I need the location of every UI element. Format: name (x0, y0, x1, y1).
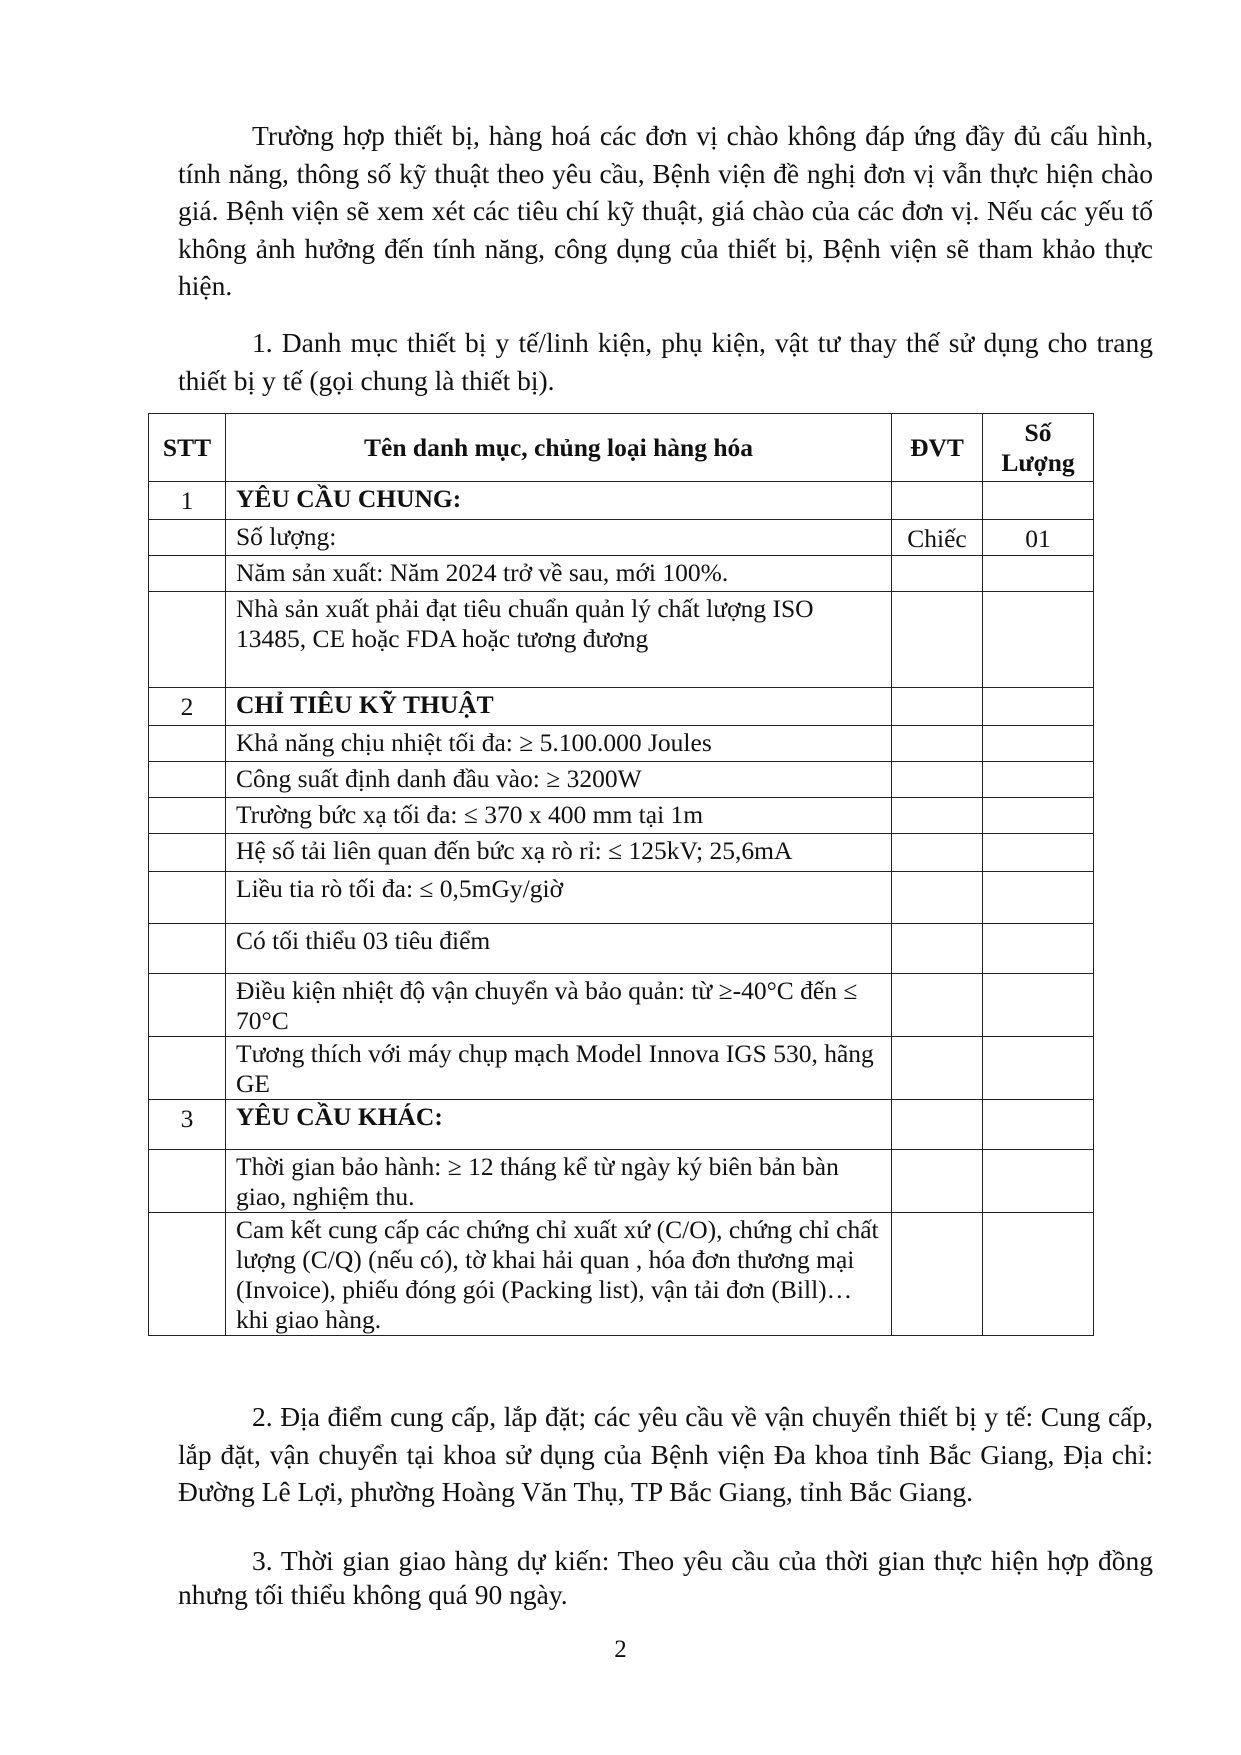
table-row (149, 1037, 1094, 1100)
row-quantity (983, 482, 1094, 520)
row-description: YÊU CẦU CHUNG: (226, 482, 892, 520)
row-unit (892, 556, 983, 592)
row-stt: 1 (149, 482, 226, 520)
row-unit (892, 834, 983, 872)
table-row (149, 798, 1094, 834)
row-description: Tương thích với máy chụp mạch Model Innova IGS 530, hãng GE (226, 1037, 892, 1100)
row-stt (149, 1037, 226, 1100)
header-qty-line1: Số (1024, 417, 1052, 447)
row-stt: 3 (149, 1100, 226, 1150)
table-row (149, 592, 1094, 688)
row-unit (892, 762, 983, 798)
row-quantity (983, 592, 1094, 688)
row-stt (149, 726, 226, 762)
table-section-row (149, 482, 1094, 520)
row-description: Trường bức xạ tối đa: ≤ 370 x 400 mm tại 1m (226, 798, 892, 834)
row-stt (149, 520, 226, 556)
row-quantity (983, 834, 1094, 872)
table-header-row (149, 414, 1094, 482)
row-quantity (983, 762, 1094, 798)
row-description: Cam kết cung cấp các chứng chỉ xuất xứ (C/O), chứng chỉ chất lượng (C/Q) (nếu có), tờ khai hải quan , hóa đơn thương mại (Invoice), phiếu đóng gói (Packing list), vận tải đơn (Bill)… khi giao hàng. (226, 1213, 892, 1336)
row-description: Thời gian bảo hành: ≥ 12 tháng kể từ ngày ký biên bản bàn giao, nghiệm thu. (226, 1150, 892, 1213)
table-row (149, 834, 1094, 872)
row-description: Nhà sản xuất phải đạt tiêu chuẩn quản lý chất lượng ISO 13485, CE hoặc FDA hoặc tương đương (226, 592, 892, 688)
table-section-row (149, 1100, 1094, 1150)
table-row (149, 556, 1094, 592)
header-name: Tên danh mục, chủng loại hàng hóa (226, 414, 892, 482)
equipment-spec-table (148, 413, 1094, 1336)
row-quantity (983, 872, 1094, 924)
table-section-row (149, 688, 1094, 726)
row-unit (892, 482, 983, 520)
row-unit (892, 592, 983, 688)
row-quantity (983, 1100, 1094, 1150)
intro-paragraph: Trường hợp thiết bị, hàng hoá các đơn vị chào không đáp ứng đầy đủ cấu hình, tính năng, thông số kỹ thuật theo yêu cầu, Bệnh viện đề nghị đơn vị vẫn thực hiện chào giá. Bệnh viện sẽ xem xét các tiêu chí kỹ thuật, giá chào của các đơn vị. Nếu các yếu tố không ảnh hưởng đến tính năng, công dụng của thiết bị, Bệnh viện sẽ tham khảo thực hiện. (178, 120, 1153, 301)
row-quantity (983, 924, 1094, 974)
header-unit: ĐVT (892, 414, 983, 482)
row-quantity (983, 1213, 1094, 1336)
row-quantity (983, 556, 1094, 592)
row-description: YÊU CẦU KHÁC: (226, 1100, 892, 1150)
row-description: Khả năng chịu nhiệt tối đa: ≥ 5.100.000 Joules (226, 726, 892, 762)
row-description: Có tối thiểu 03 tiêu điểm (226, 924, 892, 974)
row-stt (149, 798, 226, 834)
row-quantity (983, 798, 1094, 834)
table-row (149, 924, 1094, 974)
row-description: CHỈ TIÊU KỸ THUẬT (226, 688, 892, 726)
item3-paragraph: 3. Thời gian giao hàng dự kiến: Theo yêu cầu của thời gian thực hiện hợp đồng nhưng tối thiểu không quá 90 ngày. (178, 1545, 1153, 1610)
table-row (149, 1150, 1094, 1213)
row-unit (892, 974, 983, 1037)
row-stt: 2 (149, 688, 226, 726)
table-row (149, 762, 1094, 798)
row-quantity (983, 688, 1094, 726)
page-number: 2 (614, 1636, 627, 1663)
row-stt (149, 762, 226, 798)
row-description: Hệ số tải liên quan đến bức xạ rò rỉ: ≤ 125kV; 25,6mA (226, 834, 892, 872)
row-stt (149, 974, 226, 1037)
row-description: Công suất định danh đầu vào: ≥ 3200W (226, 762, 892, 798)
row-unit (892, 726, 983, 762)
row-quantity (983, 1037, 1094, 1100)
header-qty (983, 414, 1094, 482)
row-unit (892, 1150, 983, 1213)
item2-paragraph: 2. Địa điểm cung cấp, lắp đặt; các yêu cầu về vận chuyển thiết bị y tế: Cung cấp, lắp đặt, vận chuyển tại khoa sử dụng của Bệnh viện Đa khoa tỉnh Bắc Giang, Địa chỉ: Đường Lê Lợi, phường Hoàng Văn Thụ, TP Bắc Giang, tỉnh Bắc Giang. (178, 1401, 1153, 1507)
table-row (149, 726, 1094, 762)
row-quantity: 01 (983, 520, 1094, 556)
row-unit (892, 688, 983, 726)
table-row (149, 520, 1094, 556)
row-stt (149, 834, 226, 872)
header-qty-line2: Lượng (1001, 447, 1075, 477)
row-unit (892, 1037, 983, 1100)
row-description: Liều tia rò tối đa: ≤ 0,5mGy/giờ (226, 872, 892, 924)
row-unit (892, 798, 983, 834)
table-row (149, 872, 1094, 924)
row-quantity (983, 974, 1094, 1037)
row-stt (149, 872, 226, 924)
item1-heading: 1. Danh mục thiết bị y tế/linh kiện, phụ kiện, vật tư thay thế sử dụng cho trang thiết bị y tế (gọi chung là thiết bị). (178, 327, 1153, 396)
row-quantity (983, 1150, 1094, 1213)
header-stt: STT (149, 414, 226, 482)
row-unit (892, 872, 983, 924)
row-stt (149, 556, 226, 592)
table-row (149, 1213, 1094, 1336)
row-unit: Chiếc (892, 520, 983, 556)
row-stt (149, 924, 226, 974)
row-quantity (983, 726, 1094, 762)
row-description: Số lượng: (226, 520, 892, 556)
row-stt (149, 592, 226, 688)
table-row (149, 974, 1094, 1037)
row-unit (892, 924, 983, 974)
row-stt (149, 1213, 226, 1336)
row-description: Điều kiện nhiệt độ vận chuyển và bảo quản: từ ≥-40°C đến ≤ 70°C (226, 974, 892, 1037)
row-unit (892, 1213, 983, 1336)
row-unit (892, 1100, 983, 1150)
row-stt (149, 1150, 226, 1213)
row-description: Năm sản xuất: Năm 2024 trở về sau, mới 100%. (226, 556, 892, 592)
